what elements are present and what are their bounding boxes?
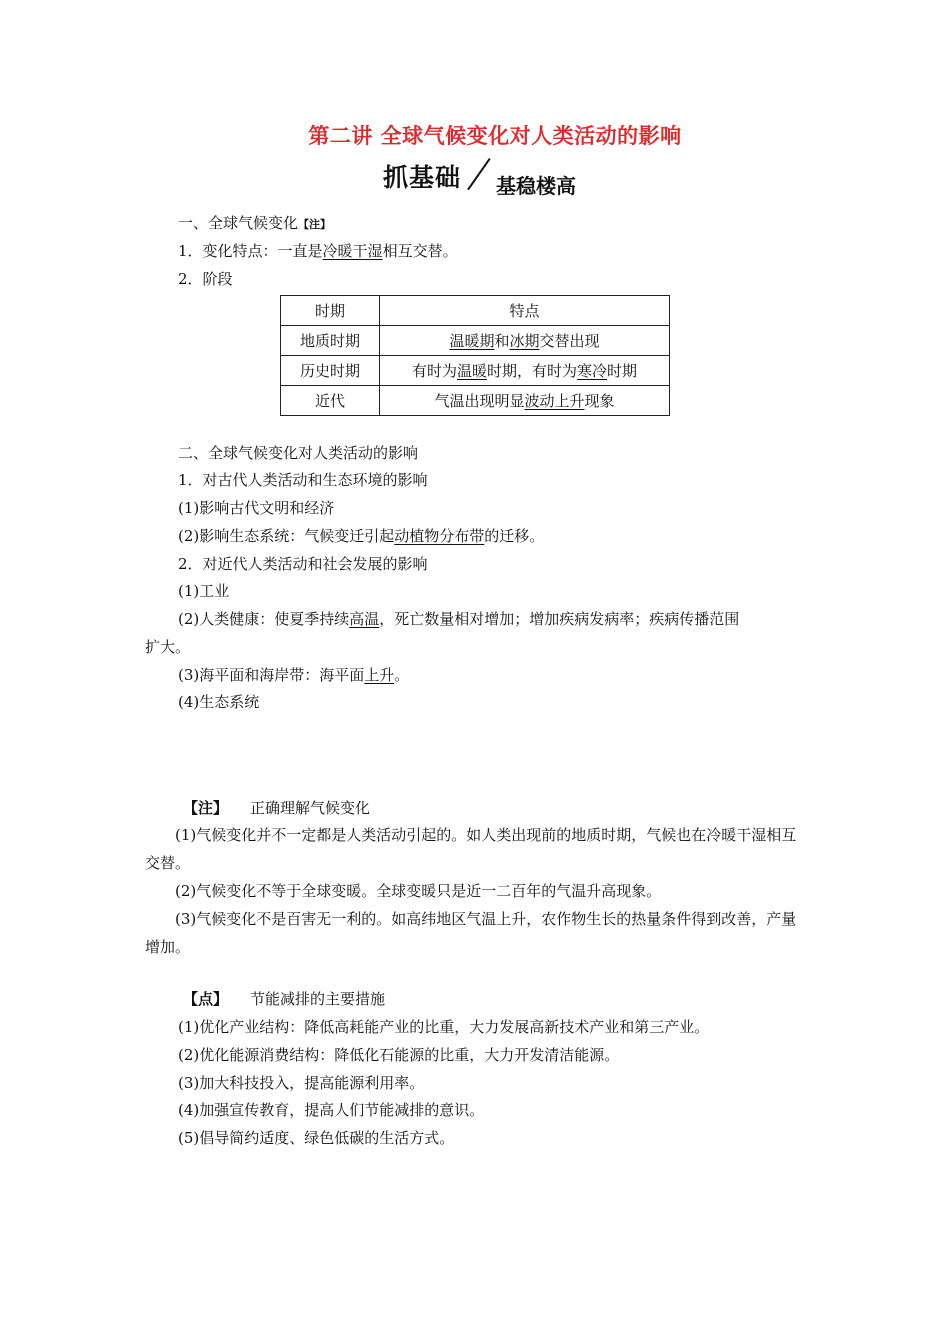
table-row xyxy=(281,356,670,386)
table-row xyxy=(281,386,670,416)
cell-text: 现象 xyxy=(584,392,615,410)
section2-item2: 2．对近代人类活动和社会发展的影响 xyxy=(178,555,428,573)
underlined-term: 冰期 xyxy=(509,332,540,350)
periods-table xyxy=(280,295,670,416)
underlined-term: 波动上升 xyxy=(524,392,585,410)
cell-text: 时期 xyxy=(607,362,638,380)
banner-main-text: 抓基础 xyxy=(383,163,462,192)
section2-heading: 二、全球气候变化对人类活动的影响 xyxy=(178,444,419,462)
point-item: (1)优化产业结构：降低高耗能产业的比重，大力发展高新技术产业和第三产业。 xyxy=(178,1018,710,1036)
underlined-term: 温暖 xyxy=(456,362,487,380)
cell-text: 气温出现明显 xyxy=(434,392,525,410)
underlined-term: 寒冷 xyxy=(577,362,608,380)
period-cell: 地质时期 xyxy=(281,326,380,356)
cell-text: 和 xyxy=(494,332,510,350)
feature-cell xyxy=(380,356,670,386)
note-heading: 【注】 正确理解气候变化 xyxy=(183,799,371,817)
note-paragraph-3: (3)气候变化不是百害无一利的。如高纬地区气温上升，农作物生长的热量条件得到改善，产量增加。 xyxy=(145,910,797,956)
note-paragraph-1: (1)气候变化并不一定都是人类活动引起的。如人类出现前的地质时期，气候也在冷暖干湿相互交替。 xyxy=(145,826,797,872)
cell-text: 有时为 xyxy=(411,362,457,380)
table-header-cell: 时期 xyxy=(281,296,380,326)
section2-item2c: (3)海平面和海岸带：海平面上升。 xyxy=(178,666,410,684)
table-row xyxy=(281,326,670,356)
underlined-term: 温暖期 xyxy=(449,332,495,350)
note-marker: 【注】 xyxy=(298,218,332,231)
section2-item1: 1．对古代人类活动和生态环境的影响 xyxy=(178,471,428,489)
banner-divider xyxy=(467,158,490,190)
table-header-cell: 特点 xyxy=(380,296,670,326)
feature-cell xyxy=(380,326,670,356)
table-header-row xyxy=(281,296,670,326)
period-cell: 近代 xyxy=(281,386,380,416)
section2-item2b: (2)人类健康：使夏季持续高温，死亡数量相对增加；增加疾病发病率；疾病传播范围 xyxy=(178,610,740,628)
section1-item2: 2．阶段 xyxy=(178,270,233,288)
point-item: (3)加大科技投入，提高能源利用率。 xyxy=(178,1074,425,1092)
section-banner xyxy=(383,156,613,202)
feature-cell xyxy=(380,386,670,416)
point-item: (4)加强宣传教育，提高人们节能减排的意识。 xyxy=(178,1101,485,1119)
point-item: (5)倡导简约适度、绿色低碳的生活方式。 xyxy=(178,1129,455,1147)
cell-text: 交替出现 xyxy=(539,332,600,350)
section2-item1b: (2)影响生态系统：气候变迁引起动植物分布带的迁移。 xyxy=(178,527,545,545)
page-title: 第二讲 全球气候变化对人类活动的影响 xyxy=(308,124,682,148)
period-cell: 历史时期 xyxy=(281,356,380,386)
section1-item1: 1．变化特点：一直是冷暖干湿相互交替。 xyxy=(178,242,458,260)
banner-sub-text: 基稳楼高 xyxy=(496,174,576,198)
section1-heading: 一、全球气候变化【注】 xyxy=(178,214,332,232)
section2-item1a: (1)影响古代文明和经济 xyxy=(178,499,335,517)
section2-item2a: (1)工业 xyxy=(178,582,230,600)
point-tag: 【点】 xyxy=(183,990,229,1008)
section2-item2d: (4)生态系统 xyxy=(178,693,260,711)
note-paragraph-2: (2)气候变化不等于全球变暖。全球变暖只是近一二百年的气温升高现象。 xyxy=(175,882,662,900)
cell-text: 时期，有时为 xyxy=(486,362,577,380)
note-tag: 【注】 xyxy=(183,799,229,817)
point-item: (2)优化能源消费结构：降低化石能源的比重，大力开发清洁能源。 xyxy=(178,1046,620,1064)
section2-item2b-cont: 扩大。 xyxy=(145,638,191,656)
point-heading: 【点】 节能减排的主要措施 xyxy=(183,990,386,1008)
